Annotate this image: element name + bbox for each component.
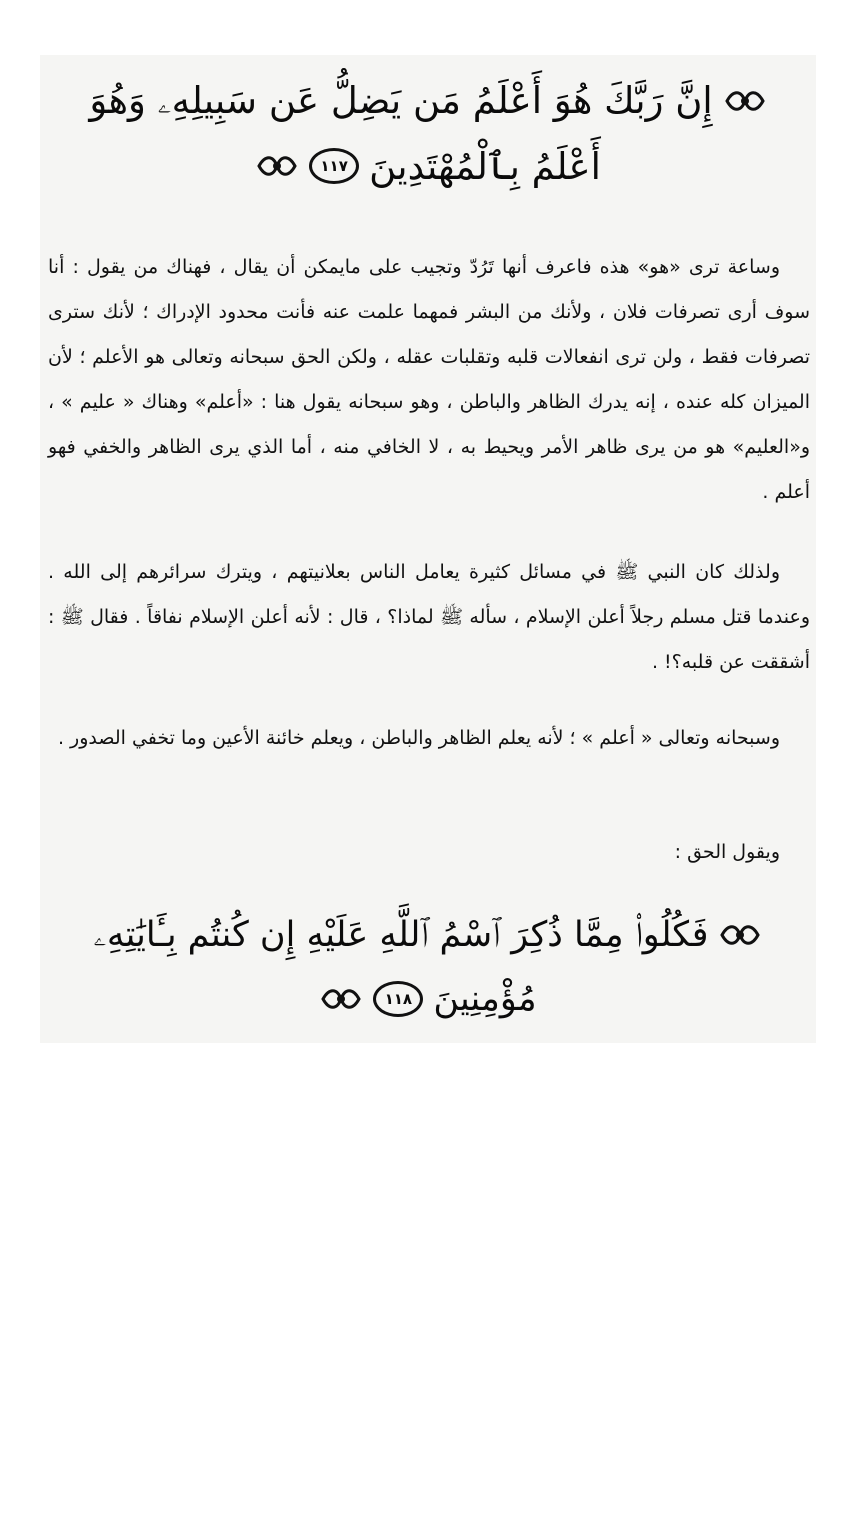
scanned-page (40, 55, 816, 1043)
verse-ornament-icon (255, 151, 299, 181)
commentary-paragraph-2 (48, 550, 810, 685)
verse-118-text-line-2: مُؤْمِنِينَ (433, 979, 537, 1019)
verse-118-line-1 (40, 905, 816, 965)
verse-117-line-1 (40, 70, 816, 132)
verse-ornament-icon (723, 86, 767, 116)
paragraph-text: ولذلك كان النبي ﷺ في مسائل كثيرة يعامل الناس بعلانيتهم ، ويترك سرائرهم إلى الله . وعندما قتل مسلم رجلاً أعلن الإسلام ، سأله ﷺ لماذا؟ ، قال : لأنه أعلن الإسلام نفاقاً . فقال ﷺ : أشققت عن قلبه؟! . (48, 561, 810, 673)
ayah-number-117: ١١٧ (309, 148, 359, 184)
commentary-paragraph-1 (48, 245, 810, 515)
paragraph-text: ويقول الحق : (674, 841, 780, 863)
paragraph-text: وسبحانه وتعالى « أعلم » ؛ لأنه يعلم الظاهر والباطن ، ويعلم خائنة الأعين وما تخفي الصدور . (57, 727, 780, 749)
verse-ornament-icon (319, 984, 363, 1014)
commentary-paragraph-4 (48, 830, 810, 875)
verse-117-text-line-2: أَعْلَمُ بِٱلْمُهْتَدِينَ (369, 144, 601, 188)
verse-117-text-line-1: إِنَّ رَبَّكَ هُوَ أَعْلَمُ مَن يَضِلُّ عَن سَبِيلِهِۦ وَهُوَ (89, 79, 713, 122)
ayah-number-118: ١١٨ (373, 981, 423, 1017)
quran-verse-118 (40, 905, 816, 1029)
commentary-paragraph-3 (48, 716, 810, 761)
quran-verse-117 (40, 70, 816, 197)
verse-117-line-2 (40, 135, 816, 197)
verse-118-text-line-1: فَكُلُوا۟ مِمَّا ذُكِرَ ٱسْمُ ٱللَّهِ عَلَيْهِ إِن كُنتُم بِـَٔايَٰتِهِۦ (93, 915, 709, 955)
paragraph-text: وساعة ترى «هو» هذه فاعرف أنها تَرُدّ وتجيب على مايمكن أن يقال ، فهناك من يقول : أنا سوف أرى تصرفات فلان ، ولأنك من البشر فمهما علمت عنه فأنت محدود الإدراك ؛ لأنك سترى تصرفات فقط ، ولن ترى انفعالات قلبه وتقلبات عقله ، ولكن الحق سبحانه وتعالى هو الأعلم ؛ لأن الميزان كله عنده ، إنه يدرك الظاهر والباطن ، وهو سبحانه يقول هنا : «أعلم» وهناك « عليم » ، و«العليم» هو من يرى ظاهر الأمر ويحيط به ، لا الخافي منه ، أما الذي يرى الظاهر والخفي فهو أعلم . (48, 256, 810, 503)
verse-ornament-icon (718, 920, 762, 950)
verse-118-line-2 (40, 969, 816, 1029)
